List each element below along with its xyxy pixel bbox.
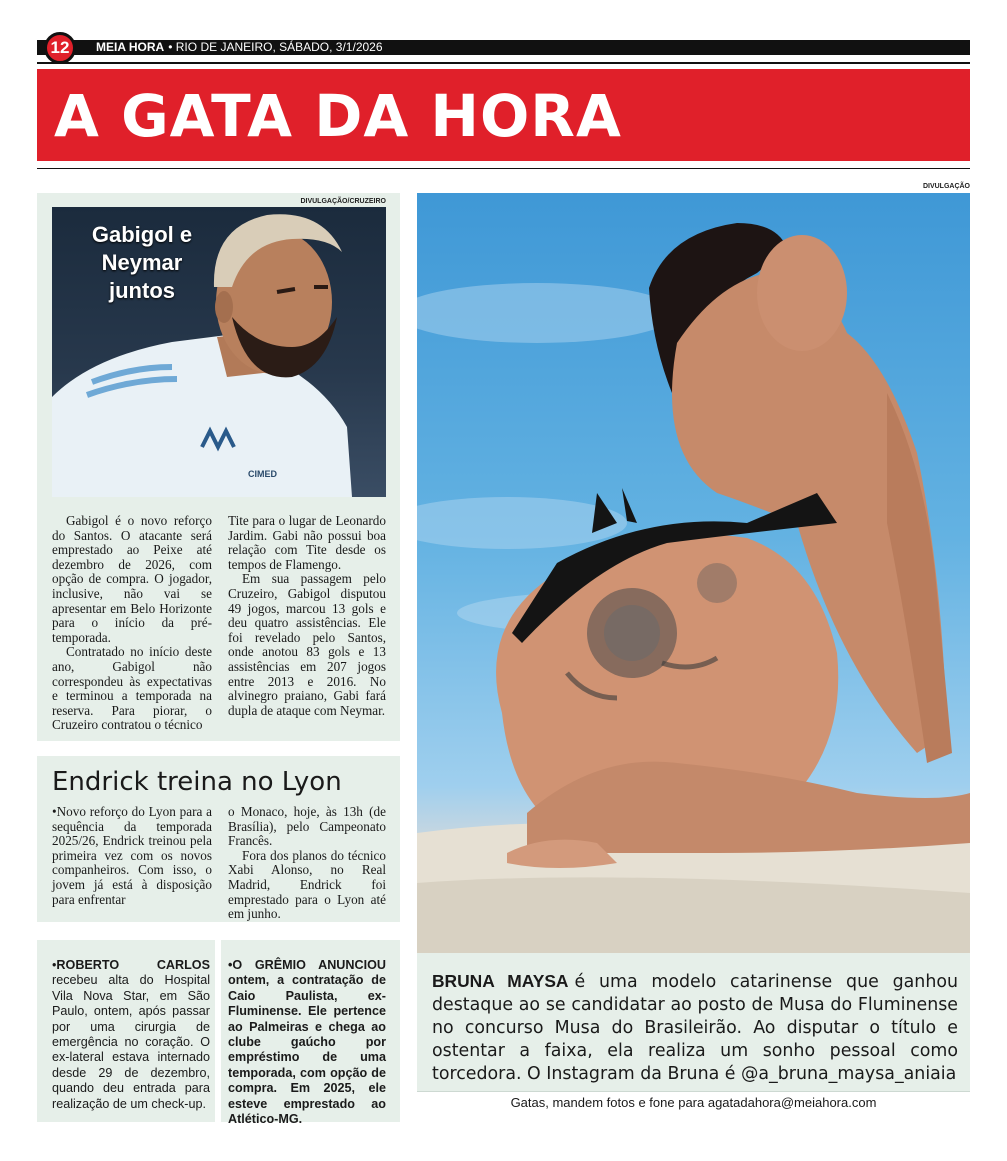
paragraph: o Monaco, hoje, às 13h (de Brasília), pelo Campeonato Francês.: [228, 804, 386, 849]
paragraph: Contratado no início deste ano, Gabigol não correspondeu às expectativas e terminou a temporada na reserva. Para piorar, o Cruzeiro contratou o técnico: [52, 644, 212, 733]
endrick-headline: Endrick treina no Lyon: [52, 767, 342, 797]
gabigol-column-1: [52, 514, 212, 733]
section-rule: [37, 168, 970, 169]
section-title: A GATA DA HORA: [54, 82, 622, 150]
brand-name: MEIA HORA: [96, 40, 165, 54]
endrick-column-2: [228, 805, 386, 922]
gabigol-column-2: [228, 514, 386, 718]
footer-contact: Gatas, mandem fotos e fone para agatadahora@meiahora.com: [510, 1095, 877, 1110]
page-number: 12: [44, 32, 76, 64]
gabigol-photo-credit: DIVULGAÇÃO/CRUZEIRO: [300, 198, 386, 205]
dateline: [96, 40, 383, 55]
paragraph: Tite para o lugar de Leonardo Jardim. Gabi não possui boa relação com Tite desde os tempos de Flamengo.: [228, 513, 386, 572]
gabigol-photo: [52, 207, 386, 497]
paragraph: Fora dos planos do técnico Xabi Alonso, no Real Madrid, Endrick foi emprestado para o Lyon até em junho.: [228, 847, 386, 922]
gata-name: BRUNA MAYSA: [432, 971, 569, 991]
gremio-lead: O GRÊMIO ANUNCIOU: [232, 958, 386, 972]
gata-photo-credit: DIVULGAÇÃO: [922, 183, 970, 190]
gata-caption: [432, 970, 958, 1086]
roberto-text: recebeu alta do Hospital Vila Nova Star, em São Paulo, ontem, após passar por uma cirurgia de emergência no coração. O ex-lateral estava internado desde 29 de dezembro, quando deu entrada para realização de um check-up.: [52, 973, 210, 1111]
gata-caption-text: é uma modelo catarinense que ganhou destaque ao se candidatar ao posto de Musa do Fluminense no concurso Musa do Brasileirão. Ao disputar o título e ostentar a faixa, ela realiza um sonho pessoal como torcedora. O Instagram da Bruna é @a_bruna_maysa_aniaia: [432, 972, 959, 1084]
paragraph: Gabigol é o novo reforço do Santos. O atacante será emprestado ao Peixe até dezembro de 2026, com opção de compra. O jogador, inclusive, não vai se apresentar em Belo Horizonte para o início da pré-temporada.: [52, 513, 212, 645]
header-rule: [37, 62, 970, 64]
paragraph: Em sua passagem pelo Cruzeiro, Gabigol disputou 49 jogos, marcou 13 gols e deu quatro assistências. Ele foi revelado pelo Santos, onde anotou 83 gols e 13 assistências em 207 jogos entre 2013 e 2016. No alvinegro praiano, Gabi fará dupla de ataque com Neymar.: [228, 571, 386, 718]
dateline-text: • RIO DE JANEIRO, SÁBADO, 3/1/2026: [168, 40, 383, 54]
roberto-note: [52, 958, 210, 1112]
gata-photo-illustration: [417, 193, 970, 953]
gabigol-photo-headline: Gabigol e Neymar juntos: [91, 222, 193, 303]
endrick-column-1: [52, 805, 212, 907]
jersey-sponsor: CIMED: [248, 469, 277, 479]
gata-photo: [417, 193, 970, 953]
endrick-text: Novo reforço do Lyon para a sequência da temporada 2025/26, Endrick treinou pela primeira vez com os novos companheiros. Com isso, o jovem já está à disposição para enfrentar: [52, 804, 212, 907]
gremio-text: ontem, a contratação de Caio Paulista, ex-Fluminense. Ele pertence ao Palmeiras e chega ao clube gaúcho por empréstimo de uma temporada, com opção de compra. Em 2025, ele esteve emprestado ao Atlético-MG.: [228, 973, 386, 1127]
paragraph: [52, 805, 212, 907]
gremio-note: [228, 958, 386, 1127]
roberto-lead: ROBERTO CARLOS: [56, 958, 210, 972]
